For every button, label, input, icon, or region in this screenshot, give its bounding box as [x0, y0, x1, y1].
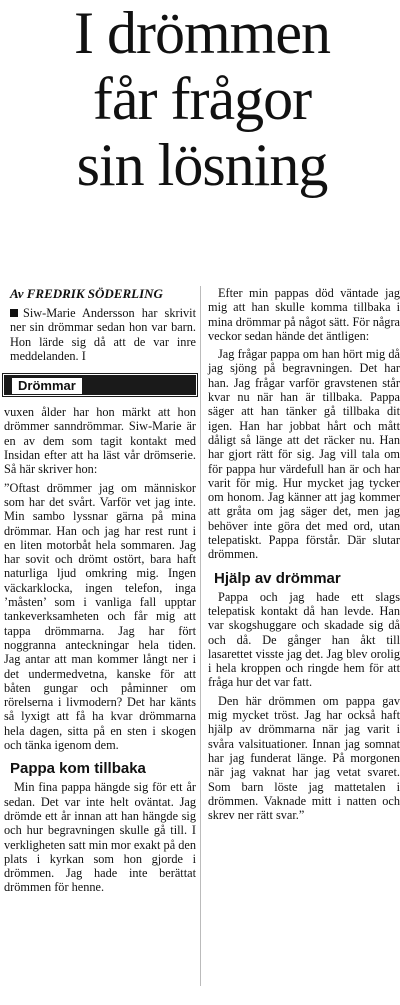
headline-line-3: sin lösning	[76, 132, 328, 198]
square-bullet-icon	[10, 309, 18, 317]
column-divider	[200, 286, 201, 986]
right-column	[208, 286, 400, 822]
left-paragraph-3: Min fina pappa hängde sig för ett år sedan. Det var inte helt oväntat. Jag drömde ett år innan att han hängde sig och hur begravningen skulle gå till. I verkligheten satt min mor exakt på den plats i kyrkan som hon gjorde i drömmen. Jag hade inte berättat drömmen för henne.	[4, 780, 196, 895]
right-paragraph-3: Pappa och jag hade ett slags telepatisk kontakt då han levde. Han var skogshuggare och skadade sig då och då. De gånger han åkt till lasarettet visste jag det. Jag blev orolig i hela kroppen och ringde hem för att fråga hur det var fatt.	[208, 589, 400, 690]
byline: Av FREDRIK SÖDERLING	[10, 286, 163, 301]
headline-line-2: får frågor	[92, 66, 312, 132]
right-paragraph-4: Den här drömmen om pappa gav mig mycket tröst. Jag har också haft hjälp av drömmarna när jag varit i svåra valsituationer. Innan jag somnat har jag funderat länge. På morgonen när jag vaknat har jag vetat svaret. Som barn löste jag mattetalen i drömmen. Vaknade mitt i natten och skrev ner rätt svar.”	[208, 693, 400, 823]
subhead-hjalp-av-drommar: Hjälp av drömmar	[214, 569, 341, 587]
section-label-bar	[4, 375, 196, 395]
right-paragraph-1: Efter min pappas död väntade jag mig att han skulle komma tillbaka i mina drömmar på något sätt. För några veckor sedan hände det äntligen:	[208, 286, 400, 343]
lead-paragraph	[4, 306, 196, 363]
headline-line-1: I drömmen	[74, 0, 330, 66]
subhead-pappa-kom-tillbaka: Pappa kom tillbaka	[10, 760, 146, 778]
lead-text: Siw-Marie Andersson har skrivit ner sin drömmar sedan hon var barn. Hon lärde sig då att de var inre meddelanden. I	[10, 306, 196, 363]
section-label: Drömmar	[12, 378, 82, 394]
left-column	[4, 286, 196, 895]
left-paragraph-2: ”Oftast drömmer jag om människor som har det svårt. Varför vet jag inte. Min sambo lyssnar gärna på mina drömmar. Han och jag har rest runt i en liten motorbåt hela sommaren. Jag har sovit och drömt ostört, bara haft naturliga ljud omkring mig. Ingen väckarklocka, ingen telefon, inga ’måsten’ som i vanliga fall upptar tankeverksamheten och får mig att tappa drömmarna. Jag har fört noggranna anteckningar hela tiden. Jag antar att man kommer långt ner i det undermedvetna, kanske för att båten gungar och påminner om rörelserna i livmodern? Det har känts så lyxigt att få ha kvar drömmarna hela dagen, sitta på en sten i skogen och tänka igenom dem.	[4, 480, 196, 753]
left-paragraph-1: vuxen ålder har hon märkt att hon drömmer sanndrömmar. Siw-Marie är en av dem som tagit kontakt med Insidan efter att ha läst vår drömserie. Så här skriver hon:	[4, 405, 196, 477]
headline	[6, 0, 398, 198]
right-paragraph-2: Jag frågar pappa om han hört mig då jag sjöng på begravningen. Det har han. Jag frågar varför gravstenen står kvar nu när han är tillbaka. Pappa säger att han tänker gå tillbaka dit igen. Han har jobbat hårt och mått dåligt så länge att det räcker nu. Han har gjort rätt för sig. Jag vill tala om för pappa hur värdefull han är och har varit för mig. Hur mycket jag tycker om honom. Jag känner att jag kommer att gråta om jag säger det, men jag behöver inte göra det med ord, utan telepatiskt. Pappa förstår. Där slutar drömmen.	[208, 347, 400, 562]
